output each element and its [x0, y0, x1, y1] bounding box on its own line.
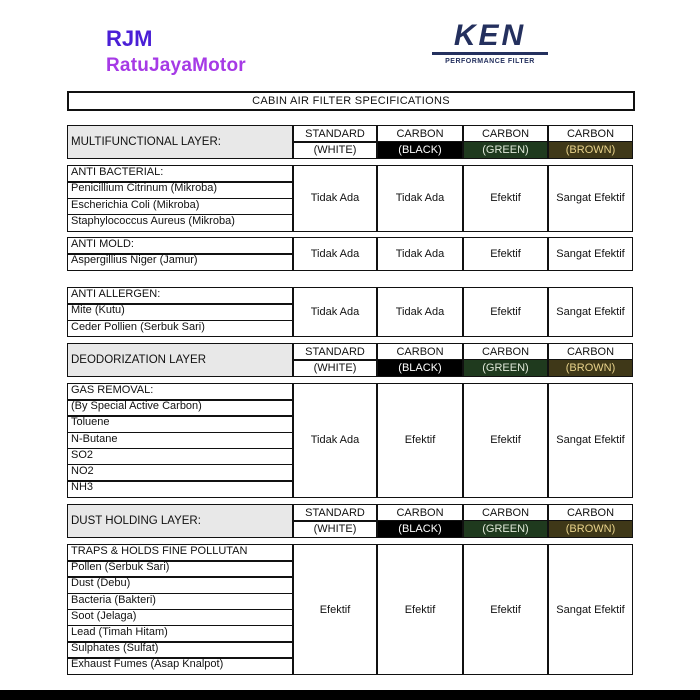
brand-short: RJM [106, 26, 153, 51]
gas-removal-value: Sangat Efektif [548, 383, 633, 498]
dust-traps-row-label: Exhaust Fumes (Asap Knalpot) [67, 657, 293, 675]
grade-type-label: CARBON [548, 343, 633, 361]
grade-type-label: STANDARD [293, 504, 377, 522]
logo-tagline: PERFORMANCE FILTER [445, 58, 535, 65]
dust-traps-row-label: Sulphates (Sulfat) [67, 641, 293, 659]
dust-holding-layer-title: DUST HOLDING LAYER: [67, 504, 293, 538]
grade-type-label: CARBON [377, 343, 463, 361]
anti-bacterial-value: Efektif [463, 165, 548, 232]
anti-allergen-value: Tidak Ada [377, 287, 463, 337]
dust-traps-row-label: TRAPS & HOLDS FINE POLLUTAN [67, 544, 293, 562]
dust-traps-row-label: Dust (Debu) [67, 576, 293, 594]
gas-removal-row-label: Toluene [67, 415, 293, 433]
gas-removal-row-label: GAS REMOVAL: [67, 383, 293, 401]
grade-type-label: CARBON [377, 504, 463, 522]
grade-type-label: CARBON [463, 504, 548, 522]
anti-bacterial-row-label: Staphylococcus Aureus (Mikroba) [67, 214, 293, 232]
anti-mold-value: Tidak Ada [293, 237, 377, 271]
logo-name: KEN [432, 21, 548, 55]
grade-color-label: (BLACK) [377, 359, 463, 377]
anti-allergen-value: Efektif [463, 287, 548, 337]
grade-color-label: (GREEN) [463, 520, 548, 538]
anti-mold-row-label: ANTI MOLD: [67, 237, 293, 255]
anti-allergen-row-label: Ceder Pollien (Serbuk Sari) [67, 320, 293, 338]
grade-type-label: CARBON [548, 504, 633, 522]
grade-type-label: STANDARD [293, 343, 377, 361]
grade-type-label: CARBON [548, 125, 633, 143]
anti-mold-value: Efektif [463, 237, 548, 271]
multifunctional-layer-title: MULTIFUNCTIONAL LAYER: [67, 125, 293, 159]
gas-removal-row-label: NO2 [67, 464, 293, 482]
anti-mold-value: Tidak Ada [377, 237, 463, 271]
grade-type-label: CARBON [463, 125, 548, 143]
anti-bacterial-value: Sangat Efektif [548, 165, 633, 232]
gas-removal-value: Tidak Ada [293, 383, 377, 498]
dust-traps-value: Efektif [377, 544, 463, 675]
grade-type-label: CARBON [377, 125, 463, 143]
gas-removal-value: Efektif [377, 383, 463, 498]
gas-removal-row-label: SO2 [67, 448, 293, 466]
grade-color-label: (BROWN) [548, 359, 633, 377]
anti-allergen-value: Tidak Ada [293, 287, 377, 337]
grade-color-label: (BLACK) [377, 520, 463, 538]
gas-removal-row-label: N-Butane [67, 432, 293, 450]
grade-color-label: (WHITE) [293, 359, 377, 377]
anti-bacterial-value: Tidak Ada [293, 165, 377, 232]
dust-traps-row-label: Pollen (Serbuk Sari) [67, 560, 293, 578]
grade-color-label: (WHITE) [293, 141, 377, 159]
dust-traps-value: Efektif [293, 544, 377, 675]
grade-color-label: (WHITE) [293, 520, 377, 538]
grade-type-label: CARBON [463, 343, 548, 361]
page-title: CABIN AIR FILTER SPECIFICATIONS [67, 91, 635, 111]
gas-removal-value: Efektif [463, 383, 548, 498]
bottom-bar [0, 690, 700, 700]
gas-removal-row-label: (By Special Active Carbon) [67, 399, 293, 417]
grade-type-label: STANDARD [293, 125, 377, 143]
grade-color-label: (BLACK) [377, 141, 463, 159]
anti-allergen-row-label: Mite (Kutu) [67, 303, 293, 321]
dust-traps-value: Efektif [463, 544, 548, 675]
anti-mold-value: Sangat Efektif [548, 237, 633, 271]
anti-bacterial-value: Tidak Ada [377, 165, 463, 232]
grade-color-label: (BROWN) [548, 520, 633, 538]
grade-color-label: (BROWN) [548, 141, 633, 159]
anti-allergen-row-label: ANTI ALLERGEN: [67, 287, 293, 305]
anti-bacterial-row-label: ANTI BACTERIAL: [67, 165, 293, 183]
dust-traps-row-label: Soot (Jelaga) [67, 609, 293, 627]
dust-traps-value: Sangat Efektif [548, 544, 633, 675]
anti-bacterial-row-label: Penicillium Citrinum (Mikroba) [67, 181, 293, 199]
store-brand [106, 27, 246, 77]
anti-mold-row-label: Aspergillius Niger (Jamur) [67, 253, 293, 271]
anti-bacterial-row-label: Escherichia Coli (Mikroba) [67, 198, 293, 216]
ken-logo [432, 21, 548, 65]
brand-name: RatuJayaMotor [106, 55, 246, 76]
dust-traps-row-label: Bacteria (Bakteri) [67, 593, 293, 611]
dust-traps-row-label: Lead (Timah Hitam) [67, 625, 293, 643]
grade-color-label: (GREEN) [463, 359, 548, 377]
gas-removal-row-label: NH3 [67, 480, 293, 498]
deodorization-layer-title: DEODORIZATION LAYER [67, 343, 293, 377]
anti-allergen-value: Sangat Efektif [548, 287, 633, 337]
grade-color-label: (GREEN) [463, 141, 548, 159]
